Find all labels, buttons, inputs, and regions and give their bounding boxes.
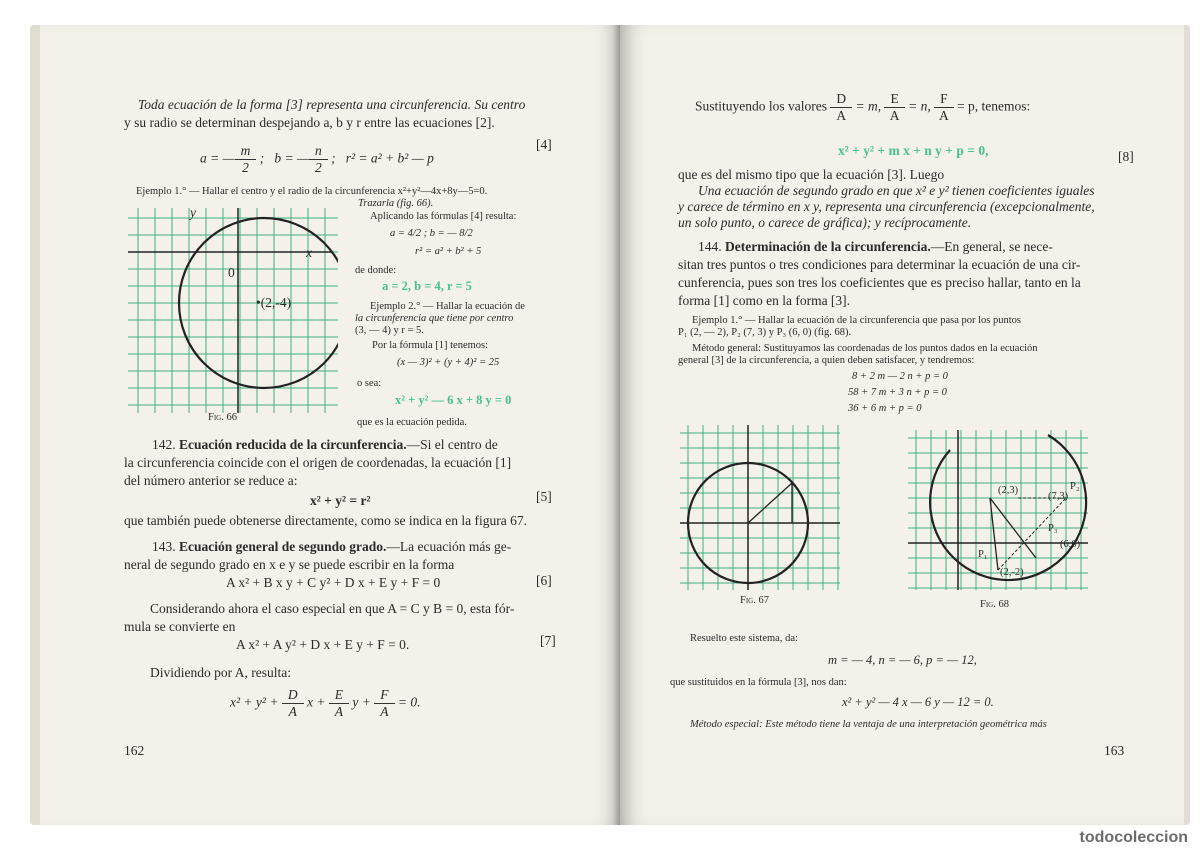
open-book [30,25,1190,825]
fig68-label-7: (2,-2) [1000,567,1024,578]
fig66-caption: Fig. 66 [208,412,237,423]
equation-5: x² + y² = r² [310,493,371,508]
watermark-logo: todocoleccion [1079,829,1188,846]
final-divided-equation: x² + y² + $\frac{D}{A}$ x + $\frac{E}{A}$ y + $\frac{F}{A}$ = 0. [230,687,421,719]
tag-6: [6] [536,573,552,588]
section-142-line-3: del número anterior se reduce a: [124,473,298,488]
fig68-label-2: (7,3) [1048,491,1069,502]
fig68-caption: Fig. 68 [980,599,1009,610]
fig68-label-4: P₃ [1048,523,1058,534]
example-1-donde: de donde: [355,265,397,276]
rule-line-2: y carece de término en x y, representa una circunferencia (excepcionalmente, [678,199,1095,214]
example-line-1: Ejemplo 1.° — Hallar la ecuación de la circunferencia que pasa por los puntos [692,315,1021,326]
tag-4: [4] [536,137,552,152]
example-2-final: que es la ecuación pedida. [357,417,467,428]
example-1-apply: Aplicando las fórmulas [4] resulta: [370,211,517,222]
example-2-osea: o sea: [357,378,382,389]
example-1-line-2: Trazarla (fig. 66). [358,198,434,209]
system-eq-3: 36 + 6 m + p = 0 [848,403,922,414]
section-144-line-2: sitan tres puntos o tres condiciones para determinar la ecuación de una cir- [678,257,1081,272]
section-143-line-2: neral de segundo grado en x e y se puede escribir en la forma [124,557,455,572]
figure-67-graph [680,425,840,590]
example-1-r: r² = a² + b² + 5 [415,246,482,257]
section-144-line-3: cunferencia, pues son tres los coeficientes que es preciso hallar, tanto en la [678,275,1081,290]
tag-7: [7] [540,633,556,648]
example-2-line-2: la circunferencia que tiene por centro [355,313,514,324]
fig66-y-label: y [190,205,196,220]
metodo-line-1: Método general: Sustituyamos las coordenadas de los puntos dados en la ecuación [692,343,1038,354]
page-number-right: 163 [1104,743,1125,758]
example-2-result: x² + y² — 6 x + 8 y = 0 [395,393,512,407]
fig68-label-6: P₁ [978,549,988,560]
equation-6: A x² + B x y + C y² + D x + E y + F = 0 [226,575,441,590]
resuelto-line: Resuelto este sistema, da: [690,633,798,644]
same-type-line: que es del mismo tipo que la ecuación [3]. Luego [678,167,945,182]
example-2-line-3: (3, — 4) y r = 5. [355,325,424,336]
fig68-label-3: P₂ [1070,481,1080,492]
example-2-line-1: Ejemplo 2.° — Hallar la ecuación de [370,301,525,312]
system-eq-2: 58 + 7 m + 3 n + p = 0 [848,387,947,398]
rule-line-3: un solo punto, o carece de gráfica); y recíprocamente. [678,215,972,230]
section-143-line-4: mula se convierte en [124,619,236,634]
equation-7: A x² + A y² + D x + E y + F = 0. [236,637,410,652]
fig68-label-1: (2,3) [998,485,1019,496]
figure-66-graph [128,208,338,413]
tag-5: [5] [536,489,552,504]
figure-68-graph [908,430,1088,590]
right-page [620,25,1190,825]
section-142-line-4: que también puede obtenerse directamente, como se indica en la figura 67. [124,513,527,528]
example-1-ab: a = 4/2 ; b = — 8/2 [390,228,473,239]
substitution-result-line: que sustituidos en la fórmula [3], nos dan: [670,677,847,688]
rule-line-1: Una ecuación de segundo grado en que x² e y² tienen coeficientes iguales [698,183,1095,198]
section-144-line-4: forma [1] como en la forma [3]. [678,293,851,308]
intro-line-2: y su radio se determinan despejando a, b y r entre las ecuaciones [2]. [124,115,495,130]
fig66-origin-label: 0 [228,265,235,280]
tag-8: [8] [1118,149,1134,164]
section-142-line-2: la circunferencia coincide con el origen de coordenadas, la ecuación [1] [124,455,512,470]
example-2-eq: (x — 3)² + (y + 4)² = 25 [397,357,500,368]
system-eq-1: 8 + 2 m — 2 n + p = 0 [852,371,948,382]
formula-4: a = — $\frac{m}{2}$ ; b = — $\frac{n}{2}$ ; r² = a² + b² — p [200,143,434,175]
solution-line: m = — 4, n = — 6, p = — 12, [828,653,977,667]
section-142-heading: 142. Ecuación reducida de la circunferencia.—Si el centro de [152,437,498,452]
fig66-x-label: x [306,245,312,260]
section-144-heading: 144. Determinación de la circunferencia.—En general, se nece- [698,239,1053,254]
metodo-especial-line: Método especial: Este método tiene la ventaja de una interpretación geométrica más [690,719,1047,730]
metodo-line-2: general [3] de la circunferencia, a quien deben satisfacer, y tendremos: [678,355,975,366]
fig67-caption: Fig. 67 [740,595,769,606]
section-143-line-5: Dividiendo por A, resulta: [150,665,291,680]
example-2-formula: Por la fórmula [1] tenemos: [372,340,489,351]
substitution-line: Sustituyendo los valores $\frac{D}{A}$ = m, $\frac{E}{A}$ = n, $\frac{F}{A}$ = p, tenemos: [695,91,1031,123]
section-143-heading: 143. Ecuación general de segundo grado.—La ecuación más ge- [152,539,512,554]
fig66-center-label: •(2,-4) [256,295,292,310]
left-page [30,25,620,825]
equation-8: x² + y² + m x + n y + p = 0, [838,143,989,158]
intro-line-1: Toda ecuación de la forma [3] representa una circunferencia. Su centro [138,97,526,112]
example-1-result: a = 2, b = 4, r = 5 [382,279,472,293]
section-143-line-3: Considerando ahora el caso especial en que A = C y B = 0, esta fór- [150,601,515,616]
page-number-left: 162 [124,743,145,758]
example-1-line-1: Ejemplo 1.° — Hallar el centro y el radio de la circunferencia x²+y²—4x+8y—5=0. [136,186,488,197]
example-line-2: P₁ (2, — 2), P₂ (7, 3) y P₃ (6, 0) (fig. 68). [678,327,852,338]
final-equation: x² + y² — 4 x — 6 y — 12 = 0. [842,695,994,709]
fig68-label-5: (6,0) [1060,539,1081,550]
